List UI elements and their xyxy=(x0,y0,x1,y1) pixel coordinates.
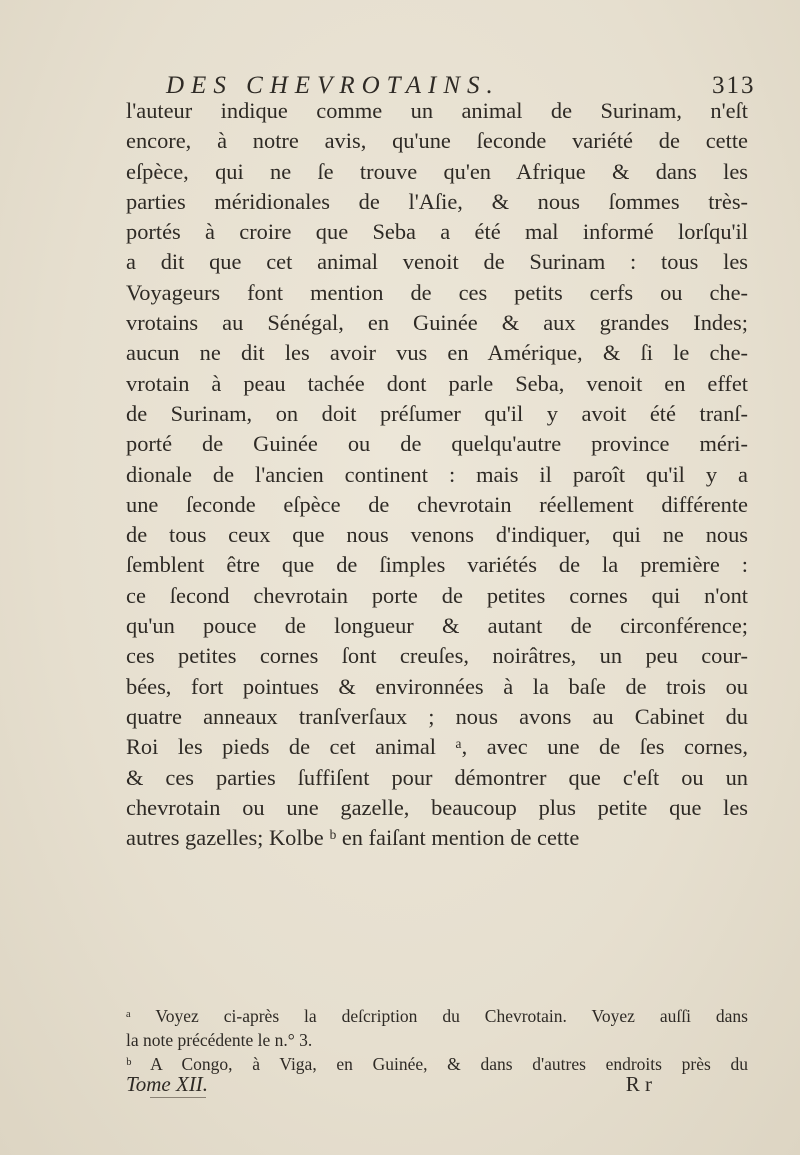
underline-rule xyxy=(150,1097,206,1098)
signature-mark: R r xyxy=(625,1072,652,1096)
body-text xyxy=(126,96,748,853)
text-line: porté de Guinée ou de quelqu'autre province méri- xyxy=(126,431,748,457)
page-number: 313 xyxy=(712,72,756,99)
text-line: quatre anneaux tranſverſaux ; nous avons au Cabinet du xyxy=(126,703,748,729)
text-line: ces petites cornes ſont creuſes, noirâtres, un peu cour- xyxy=(126,643,748,669)
footnote-a-line: ᵃ Voyez ci-après la deſcription du Chevrotain. Voyez auſſi dans xyxy=(126,1006,748,1026)
text-line: de Surinam, on doit préſumer qu'il y avoit été tranſ- xyxy=(126,400,748,426)
running-title: DES CHEVROTAINS. xyxy=(166,72,500,99)
text-line: qu'un pouce de longueur & autant de circonférence; xyxy=(126,613,748,639)
text-line: l'auteur indique comme un animal de Surinam, n'eſt xyxy=(126,98,748,123)
footnote-b-line: ᵇ A Congo, à Viga, en Guinée, & dans d'autres endroits près du xyxy=(126,1054,748,1074)
text-line: autres gazelles; Kolbe ᵇ en faiſant mention de cette xyxy=(126,825,580,851)
text-line: Roi les pieds de cet animal ᵃ, avec une de ſes cornes, xyxy=(126,734,748,760)
footnotes xyxy=(126,1004,748,1076)
volume-mark: Tome XII. xyxy=(126,1072,209,1096)
text-line: Voyageurs font mention de ces petits cerfs ou che- xyxy=(126,279,748,305)
text-line: bées, fort pointues & environnées à la baſe de trois ou xyxy=(126,673,748,699)
text-line: chevrotain ou une gazelle, beaucoup plus petite que les xyxy=(126,794,748,820)
text-line: portés à croire que Seba a été mal informé lorſqu'il xyxy=(126,219,748,245)
text-line: & ces parties ſuffiſent pour démontrer que c'eſt ou un xyxy=(126,764,748,790)
text-line: eſpèce, qui ne ſe trouve qu'en Afrique & dans les xyxy=(126,158,748,184)
text-line: encore, à notre avis, qu'une ſeconde variété de cette xyxy=(126,128,748,154)
signature-row xyxy=(126,1072,748,1100)
text-line: vrotains au Sénégal, en Guinée & aux grandes Indes; xyxy=(126,310,748,336)
text-line: ſemblent être que de ſimples variétés de la première : xyxy=(126,552,748,578)
text-line: dionale de l'ancien continent : mais il paroît qu'il y a xyxy=(126,461,748,487)
text-line: une ſeconde eſpèce de chevrotain réellement différente xyxy=(126,491,748,517)
text-line: ce ſecond chevrotain porte de petites cornes qui n'ont xyxy=(126,582,748,608)
text-line: parties méridionales de l'Aſie, & nous ſommes très- xyxy=(126,188,748,214)
text-line: vrotain à peau tachée dont parle Seba, venoit en effet xyxy=(126,370,748,396)
text-line: a dit que cet animal venoit de Surinam : tous les xyxy=(126,249,748,275)
text-line: aucun ne dit les avoir vus en Amérique, & ſi le che- xyxy=(126,340,748,366)
footnote-a-line: la note précédente le n.° 3. xyxy=(126,1030,313,1050)
text-line: de tous ceux que nous venons d'indiquer, qui ne nous xyxy=(126,522,748,548)
